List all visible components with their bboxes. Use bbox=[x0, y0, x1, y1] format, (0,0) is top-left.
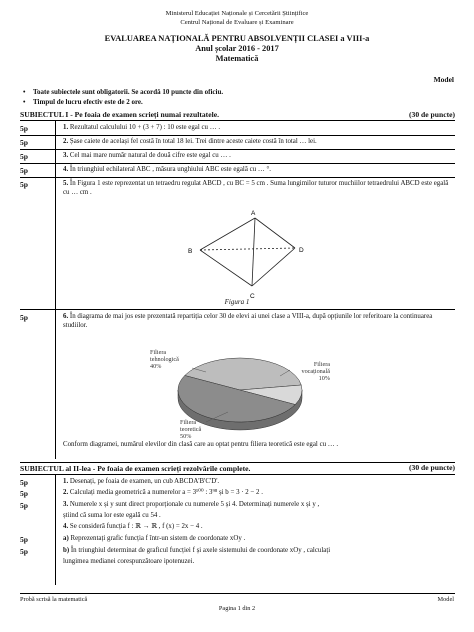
question-points: 5p bbox=[20, 313, 29, 322]
question-points: 5p bbox=[20, 152, 29, 161]
section2-question bbox=[63, 501, 455, 510]
vertex-b-label: B bbox=[188, 248, 193, 255]
question-points: 5p bbox=[20, 124, 29, 133]
pie-label: 10% bbox=[318, 375, 330, 382]
page-number: Pagina 1 din 2 bbox=[218, 605, 256, 612]
school-year: Anul școlar 2016 - 2017 bbox=[195, 44, 279, 53]
question-number: 4. bbox=[63, 523, 69, 530]
pie-label: tehnologică bbox=[150, 356, 179, 363]
divider bbox=[20, 135, 455, 136]
divider bbox=[20, 309, 455, 310]
pie-label: Filiera bbox=[313, 361, 330, 368]
section2-question bbox=[63, 489, 455, 498]
question-number: b) bbox=[63, 547, 70, 554]
section2-question bbox=[63, 478, 455, 487]
section1-points: (30 de puncte) bbox=[409, 110, 455, 119]
divider bbox=[20, 149, 455, 150]
section2-question bbox=[63, 558, 455, 567]
section2-points: (30 de puncte) bbox=[409, 463, 455, 472]
divider bbox=[55, 475, 56, 585]
question-text: Calculați media geometrică a numerelor a = 3¹⁰⁰ : 3⁹⁸ și b = 3 · 2 − 2 . bbox=[69, 489, 263, 496]
question-3: 3. Cel mai mare număr natural de două cifre este egal cu … . bbox=[63, 152, 231, 159]
question-points: 5p bbox=[20, 166, 29, 175]
question-1: 1. Rezultatul calculului 10 + (3 + 7) : 10 este egal cu … . bbox=[63, 124, 221, 131]
rule-item: • Timpul de lucru efectiv este de 2 ore. bbox=[33, 98, 143, 107]
vertex-a-label: A bbox=[251, 210, 256, 217]
exam-subject: Matematică bbox=[215, 54, 259, 63]
exam-title: EVALUAREA NAȚIONALĂ PENTRU ABSOLVENȚII CLASEI a VIII-a bbox=[104, 34, 370, 43]
footer-right: Model bbox=[437, 596, 454, 603]
divider bbox=[20, 163, 455, 164]
pie-label: 50% bbox=[180, 433, 192, 440]
vertex-c-label: C bbox=[250, 293, 255, 300]
pie-label: teoretică bbox=[180, 426, 202, 433]
question-number: 3. bbox=[63, 501, 69, 508]
question-6: 6. În diagrama de mai jos este prezentată repartiția celor 30 de elevi ai unei clase a VIII-a, după opțiunile lor referitoare la continuarea studiilor. bbox=[63, 313, 433, 329]
section2-title: SUBIECTUL al II-lea - Pe foaia de examen scrieți rezolvările complete. bbox=[20, 464, 251, 473]
model-label: Model bbox=[433, 75, 454, 84]
section1-title: SUBIECTUL I - Pe foaia de examen scrieți numai rezultatele. bbox=[20, 110, 219, 119]
pie-label: Filiera bbox=[150, 349, 167, 356]
question-text: În triunghiul determinat de graficul funcției f și axele sistemului de coordonate xOy , calculați bbox=[70, 547, 331, 554]
question-text: Reprezentați grafic funcția f într-un sistem de coordonate xOy . bbox=[70, 535, 246, 542]
question-points: 5p bbox=[20, 478, 29, 487]
pie-label: Filiera bbox=[180, 419, 197, 426]
question-points: 5p bbox=[20, 501, 29, 510]
header bbox=[0, 10, 474, 27]
question-text: Desenați, pe foaia de examen, un cub ABCDA'B'C'D'. bbox=[69, 478, 220, 485]
question-5: 5. În Figura 1 este reprezentat un tetraedru regulat ABCD , cu BC = 5 cm . Suma lungimilor tuturor muchiilor tetraedrului ABCD este egală cu … cm . bbox=[63, 180, 449, 196]
question-points: 5p bbox=[20, 547, 29, 556]
footer-left: Probă scrisă la matematică bbox=[20, 596, 88, 603]
question-number: a) bbox=[63, 535, 69, 542]
pie-chart bbox=[140, 342, 340, 452]
question-text: știind că suma lor este egală cu 54 . bbox=[63, 512, 161, 519]
figure-caption: Figura 1 bbox=[224, 298, 250, 306]
section2-header bbox=[20, 462, 455, 475]
section2-question bbox=[63, 523, 455, 532]
question-2: 2. Șase caiete de același fel costă în total 18 lei. Trei dintre aceste caiete costă în total … lei. bbox=[63, 138, 317, 145]
question-number: 1. bbox=[63, 478, 69, 485]
section2-question bbox=[63, 512, 455, 521]
footer-divider bbox=[20, 593, 455, 594]
rule-item: • Toate subiectele sunt obligatorii. Se acordă 10 puncte din oficiu. bbox=[33, 88, 223, 97]
question-6-followup: Conform diagramei, numărul elevilor din clasă care au optat pentru filiera teoretică este egal cu … . bbox=[63, 441, 339, 448]
question-points: 5p bbox=[20, 489, 29, 498]
tetrahedron-figure bbox=[180, 208, 340, 303]
ministry-name: Ministerul Educației Naționale și Cercetării Științifice bbox=[165, 10, 309, 17]
pie-label: 40% bbox=[150, 363, 162, 370]
center-name: Centrul Național de Evaluare și Examinare bbox=[180, 18, 294, 26]
question-points: 5p bbox=[20, 535, 29, 544]
exam-title-block bbox=[0, 34, 474, 64]
section2-question bbox=[63, 535, 455, 544]
vertex-d-label: D bbox=[299, 247, 304, 254]
question-4: 4. În triunghiul echilateral ABC , măsura unghiului ABC este egală cu … °. bbox=[63, 166, 271, 173]
question-points: 5p bbox=[20, 138, 29, 147]
divider bbox=[20, 177, 455, 178]
question-text: Numerele x și y sunt direct proporționale cu numerele 5 și 4. Determinați numerele x și y , bbox=[69, 501, 320, 508]
divider bbox=[55, 121, 56, 459]
question-text: lungimea medianei corespunzătoare ipotenuzei. bbox=[63, 558, 195, 565]
section2-question bbox=[63, 547, 455, 556]
question-text: Se consideră funcția f : ℝ → ℝ , f (x) = 2x − 4 . bbox=[69, 523, 203, 530]
pie-label: vocațională bbox=[301, 368, 330, 375]
section1-header bbox=[20, 110, 455, 121]
question-points: 5p bbox=[20, 180, 29, 189]
question-number: 2. bbox=[63, 489, 69, 496]
